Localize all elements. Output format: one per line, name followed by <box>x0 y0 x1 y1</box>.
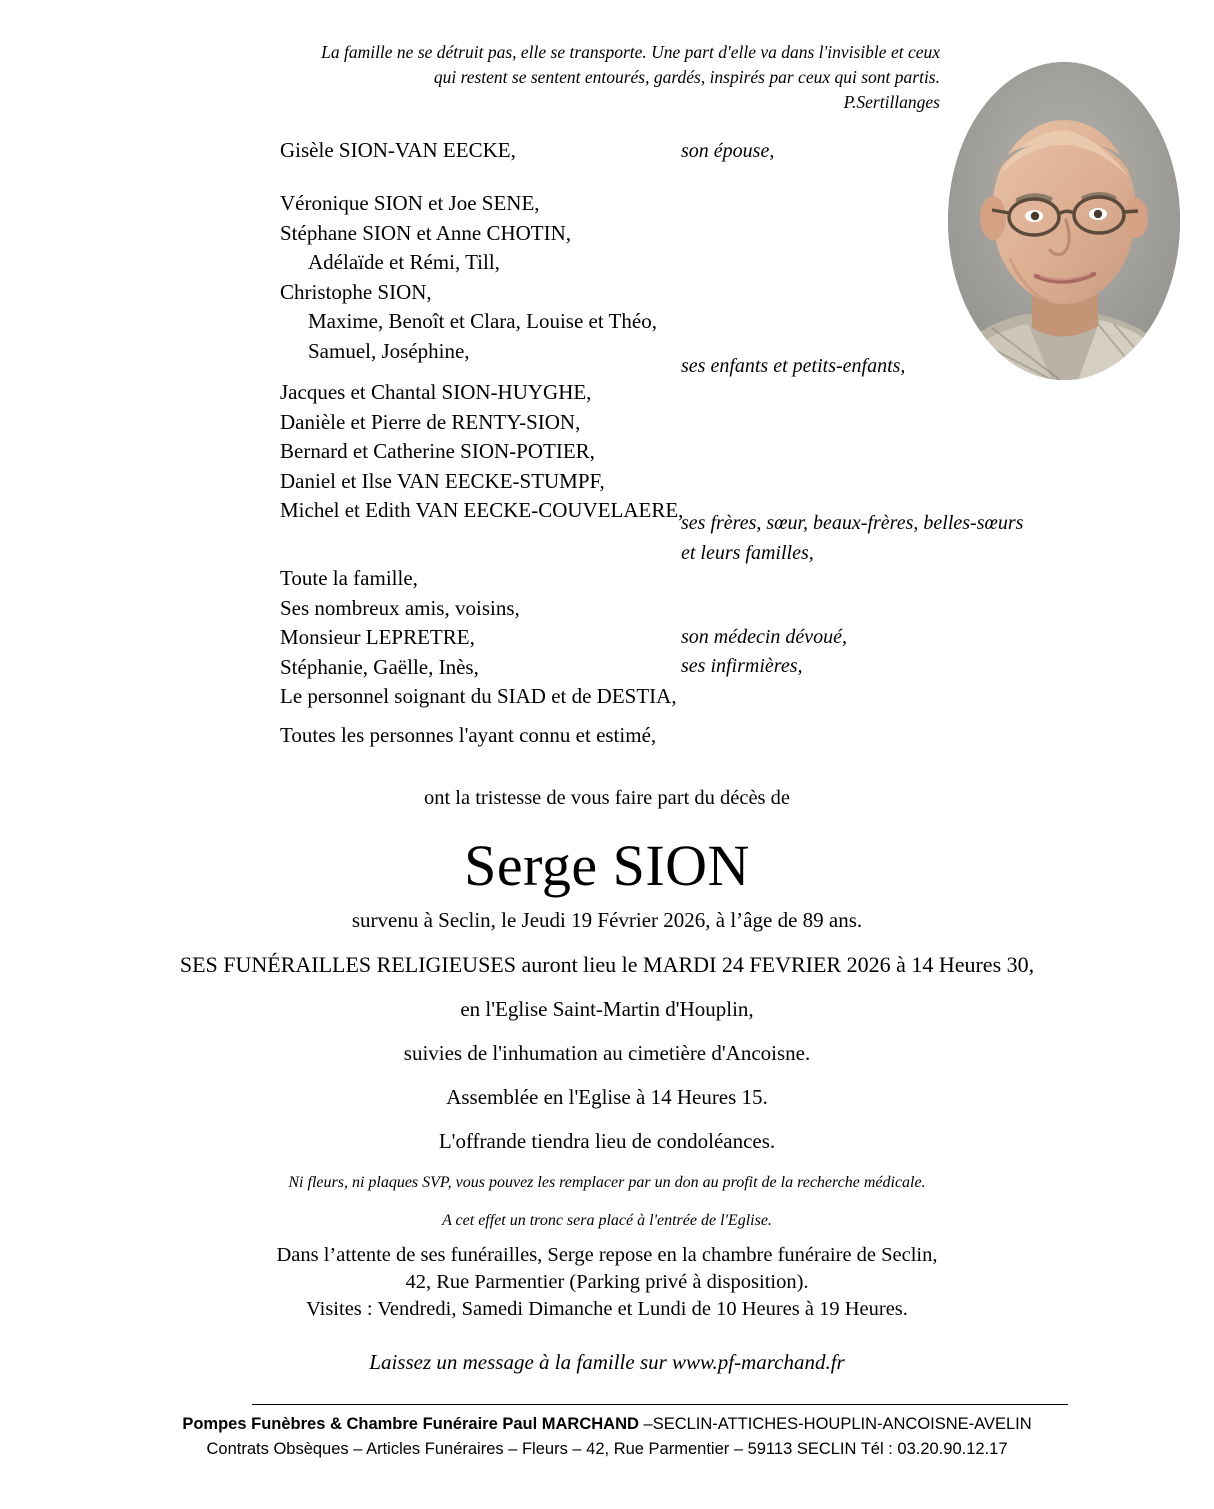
assembly-time: Assemblée en l'Eglise à 14 Heures 15. <box>446 1085 768 1109</box>
siblings-role-label-2: et leurs familles, <box>681 541 814 564</box>
others-doctor-line: Monsieur LEPRETRE, <box>280 625 475 649</box>
spouse-name: Gisèle SION-VAN EECKE, <box>280 138 516 162</box>
epigraph-line-2: qui restent se sentent entourés, gardés, inspirés par ceux qui sont partis. <box>433 67 940 87</box>
siblings-role <box>681 509 1023 568</box>
acquaintances-block <box>280 721 656 751</box>
siblings-line: Michel et Edith VAN EECKE-COUVELAERE, <box>280 498 684 522</box>
children-line: Stéphane SION et Anne CHOTIN, <box>280 220 572 245</box>
epigraph-author: P.Sertillanges <box>843 92 940 112</box>
portrait-photo-frame <box>948 62 1180 380</box>
visiting-information <box>0 1242 1214 1323</box>
spouse-block <box>280 136 516 166</box>
children-line: Adélaïde et Rémi, Till, <box>308 250 500 274</box>
footer-company-name: Pompes Funèbres & Chambre Funéraire Paul MARCHAND <box>182 1415 644 1433</box>
others-carestaff-line: Le personnel soignant du SIAD et de DESTIA, <box>280 684 677 708</box>
siblings-line: Danièle et Pierre de RENTY-SION, <box>280 409 581 434</box>
children-line: Maxime, Benoît et Clara, Louise et Théo, <box>308 309 657 333</box>
announcement-lead-in: ont la tristesse de vous faire part du décès de <box>423 787 791 809</box>
acquaintances-line: Toutes les personnes l'ayant connu et estimé, <box>280 723 657 747</box>
footer-services-line: Contrats Obsèques – Articles Funéraires – Fleurs – 42, Rue Parmentier – 59113 SECLIN Tél : 03.20.90.12.17 <box>206 1440 1008 1458</box>
flowers-note: Ni fleurs, ni plaques SVP, vous pouvez les remplacer par un don au profit de la recherche médicale. <box>288 1174 926 1191</box>
footer-company-towns: –SECLIN-ATTICHES-HOUPLIN-ANCOISNE-AVELIN <box>643 1415 1032 1433</box>
siblings-line: Jacques et Chantal SION-HUYGHE, <box>280 380 592 404</box>
children-block <box>280 189 657 366</box>
others-family-line: Toute la famille, <box>280 566 418 590</box>
church-location: en l'Eglise Saint-Martin d'Houplin, <box>460 997 754 1021</box>
epigraph-line-1: La famille ne se détruit pas, elle se transporte. Une part d'elle va dans l'invisible et ceux <box>321 42 940 62</box>
children-line: Véronique SION et Joe SENE, <box>280 191 540 215</box>
children-role <box>681 352 905 382</box>
visiting-line-1: Dans l’attente de ses funérailles, Serge repose en la chambre funéraire de Seclin, <box>276 1244 938 1266</box>
children-line: Samuel, Joséphine, <box>308 338 470 363</box>
burial-details: suivies de l'inhumation au cimetière d'Ancoisne. <box>403 1041 811 1065</box>
children-line: Christophe SION, <box>280 279 432 304</box>
funeral-service-details: SES FUNÉRAILLES RELIGIEUSES auront lieu le MARDI 24 FEVRIER 2026 à 14 Heures 30, <box>179 952 1035 977</box>
spouse-role: son épouse, <box>681 140 775 162</box>
footer-contact-block <box>0 1412 1214 1462</box>
footer-company-line <box>0 1412 1214 1437</box>
death-details: survenu à Seclin, le Jeudi 19 Février 2026, à l’âge de 89 ans. <box>351 908 863 932</box>
portrait-illustration <box>948 62 1180 380</box>
offering-note: L'offrande tiendra lieu de condoléances. <box>438 1129 776 1153</box>
doctor-role: son médecin dévoué, <box>681 626 848 648</box>
siblings-role-label-1: ses frères, sœur, beaux-frères, belles-sœurs <box>681 512 1024 534</box>
children-role-label: ses enfants et petits-enfants, <box>681 355 906 377</box>
deceased-name: Serge SION <box>464 833 750 898</box>
others-friends-line: Ses nombreux amis, voisins, <box>280 595 520 620</box>
message-signoff: Laissez un message à la famille sur www.pf-marchand.fr <box>369 1350 845 1374</box>
siblings-block <box>280 378 683 526</box>
siblings-line: Bernard et Catherine SION-POTIER, <box>280 439 595 463</box>
others-nurses-line: Stéphanie, Gaëlle, Inès, <box>280 654 479 679</box>
visiting-line-3: Visites : Vendredi, Samedi Dimanche et Lundi de 10 Heures à 19 Heures. <box>306 1298 908 1320</box>
others-block <box>280 564 677 712</box>
visiting-line-2: 42, Rue Parmentier (Parking privé à disposition). <box>405 1271 809 1293</box>
footer-divider <box>252 1404 1068 1405</box>
epigraph-quote <box>278 40 940 115</box>
nurses-role: ses infirmières, <box>681 655 803 677</box>
siblings-line: Daniel et Ilse VAN EECKE-STUMPF, <box>280 468 605 493</box>
donation-note: A cet effet un tronc sera placé à l'entrée de l'Eglise. <box>442 1212 772 1229</box>
portrait-photo <box>948 62 1180 380</box>
